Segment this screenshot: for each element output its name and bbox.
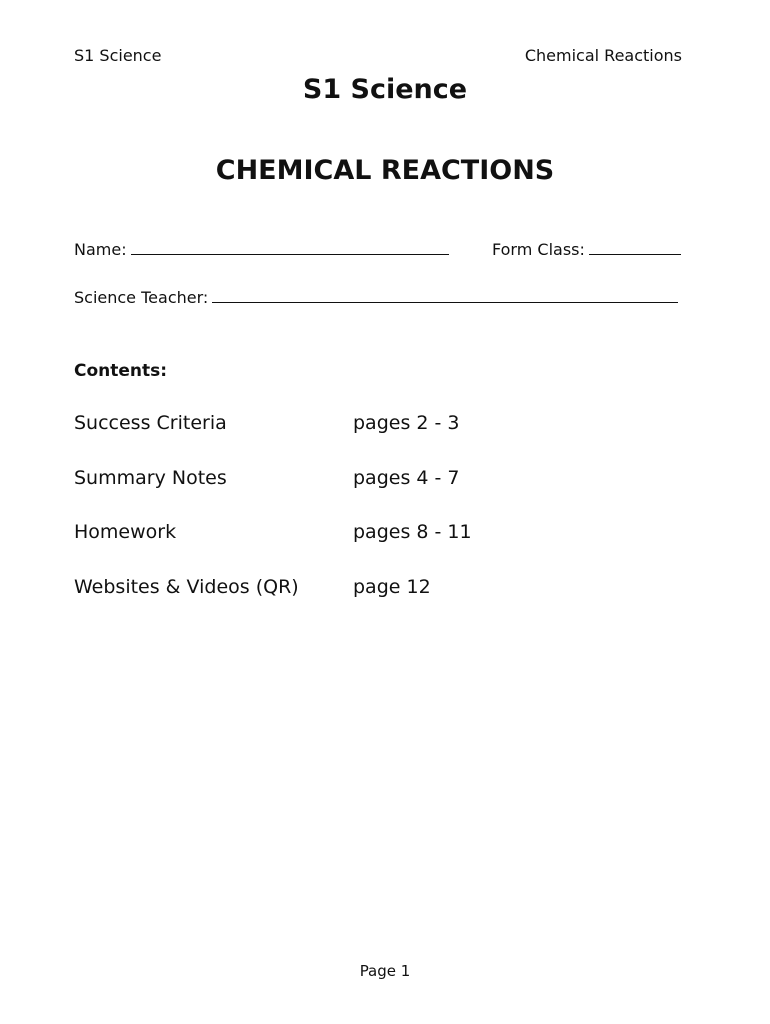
page-number: Page 1: [359, 962, 411, 980]
form-class-blank-line[interactable]: [589, 240, 681, 255]
contents-item-pages: pages 2 - 3: [353, 412, 460, 434]
page-title: S1 Science: [302, 74, 468, 105]
list-item: [74, 576, 594, 631]
list-item: [74, 412, 594, 467]
contents-heading: Contents:: [74, 361, 168, 381]
contents-list: [74, 412, 594, 630]
teacher-label: Science Teacher:: [74, 288, 209, 307]
contents-item-label: Success Criteria: [74, 412, 227, 434]
name-field-row: [74, 240, 449, 259]
name-label: Name:: [74, 240, 127, 259]
header-right-text: Chemical Reactions: [524, 46, 682, 65]
page-subtitle: CHEMICAL REACTIONS: [215, 155, 555, 186]
contents-item-pages: pages 4 - 7: [353, 466, 460, 489]
contents-item-label: Summary Notes: [74, 466, 227, 489]
teacher-blank-line[interactable]: [212, 288, 678, 303]
contents-item-pages: page 12: [353, 575, 431, 598]
contents-item-pages: pages 8 - 11: [353, 521, 472, 543]
contents-item-label: Homework: [74, 521, 177, 543]
form-class-label: Form Class:: [492, 240, 585, 259]
name-blank-line[interactable]: [131, 240, 449, 255]
teacher-field-row: [74, 288, 678, 307]
form-class-field-row: [492, 240, 681, 259]
list-item: [74, 521, 594, 576]
contents-item-label: Websites & Videos (QR): [74, 575, 299, 598]
header-left-text: S1 Science: [74, 46, 162, 65]
list-item: [74, 467, 594, 522]
